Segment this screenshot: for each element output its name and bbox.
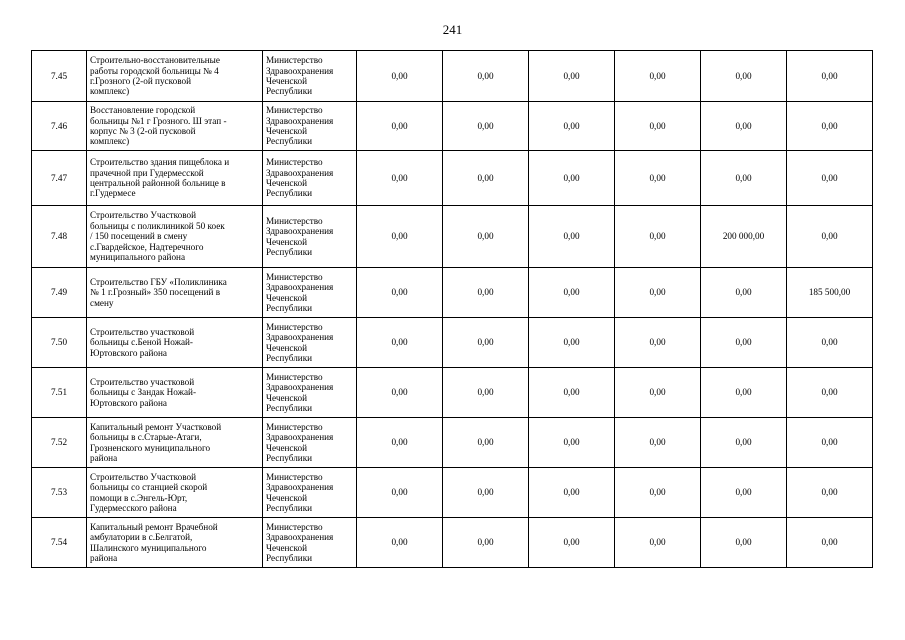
amount-cell: 0,00	[787, 468, 873, 518]
project-name-cell: Капитальный ремонт Участковой больницы в с.Старые-Атаги, Грозненского муниципального района	[87, 418, 263, 468]
amount-cell: 0,00	[443, 102, 529, 151]
amount-cell: 0,00	[615, 518, 701, 568]
amount-cell: 185 500,00	[787, 268, 873, 318]
project-name-cell: Строительство участковой больницы с.Беной Ножай- Юртовского района	[87, 318, 263, 368]
project-name-cell: Строительно-восстановительные работы городской больницы № 4 г.Грозного (2-ой пусковой комплекс)	[87, 51, 263, 102]
amount-cell: 0,00	[357, 318, 443, 368]
amount-cell: 0,00	[357, 468, 443, 518]
project-name-cell: Строительство ГБУ «Поликлиника № 1 г.Грозный» 350 посещений в смену	[87, 268, 263, 318]
amount-cell: 0,00	[615, 368, 701, 418]
amount-cell: 0,00	[701, 368, 787, 418]
table-row	[32, 468, 873, 518]
amount-cell: 0,00	[701, 318, 787, 368]
amount-cell: 0,00	[529, 151, 615, 206]
amount-cell: 0,00	[443, 468, 529, 518]
row-number-cell: 7.45	[32, 51, 87, 102]
amount-cell: 0,00	[615, 51, 701, 102]
row-number-cell: 7.47	[32, 151, 87, 206]
amount-cell: 0,00	[701, 51, 787, 102]
project-name-cell: Строительство Участковой больницы с поликлиникой 50 коек / 150 посещений в смену с.Гвардейское, Надтеречного муниципального района	[87, 206, 263, 268]
amount-cell: 0,00	[443, 318, 529, 368]
row-number-cell: 7.48	[32, 206, 87, 268]
amount-cell: 0,00	[787, 318, 873, 368]
amount-cell: 0,00	[615, 102, 701, 151]
amount-cell: 0,00	[443, 368, 529, 418]
amount-cell: 0,00	[615, 468, 701, 518]
amount-cell: 0,00	[357, 206, 443, 268]
organization-cell: Министерство Здравоохранения Чеченской Республики	[263, 51, 357, 102]
amount-cell: 0,00	[787, 151, 873, 206]
amount-cell: 0,00	[529, 102, 615, 151]
organization-cell: Министерство Здравоохранения Чеченской Республики	[263, 102, 357, 151]
table-row	[32, 518, 873, 568]
amount-cell: 0,00	[701, 518, 787, 568]
amount-cell: 0,00	[787, 51, 873, 102]
page-number: 241	[442, 22, 463, 37]
amount-cell: 0,00	[443, 51, 529, 102]
row-number-cell: 7.54	[32, 518, 87, 568]
amount-cell: 0,00	[615, 318, 701, 368]
amount-cell: 0,00	[529, 206, 615, 268]
amount-cell: 0,00	[443, 151, 529, 206]
organization-cell: Министерство Здравоохранения Чеченской Республики	[263, 268, 357, 318]
project-name-cell: Строительство Участковой больницы со станцией скорой помощи в с.Энгель-Юрт, Гудермесского района	[87, 468, 263, 518]
organization-cell: Министерство Здравоохранения Чеченской Республики	[263, 468, 357, 518]
amount-cell: 0,00	[701, 468, 787, 518]
amount-cell: 0,00	[443, 268, 529, 318]
amount-cell: 0,00	[701, 268, 787, 318]
amount-cell: 0,00	[357, 102, 443, 151]
row-number-cell: 7.46	[32, 102, 87, 151]
project-name-cell: Строительство здания пищеблока и прачечной при Гудермесской центральной районной больнице в г.Гудермесе	[87, 151, 263, 206]
amount-cell: 0,00	[443, 518, 529, 568]
amount-cell: 0,00	[529, 368, 615, 418]
amount-cell: 0,00	[615, 151, 701, 206]
budget-table	[31, 50, 873, 568]
row-number-cell: 7.52	[32, 418, 87, 468]
amount-cell: 0,00	[357, 368, 443, 418]
organization-cell: Министерство Здравоохранения Чеченской Республики	[263, 418, 357, 468]
project-name-cell: Капитальный ремонт Врачебной амбулатории в с.Белгатой, Шалинского муниципального района	[87, 518, 263, 568]
amount-cell: 0,00	[701, 418, 787, 468]
table-row	[32, 418, 873, 468]
table-row	[32, 268, 873, 318]
project-name-cell: Строительство участковой больницы с Зандак Ножай- Юртовского района	[87, 368, 263, 418]
organization-cell: Министерство Здравоохранения Чеченской Республики	[263, 368, 357, 418]
amount-cell: 0,00	[529, 518, 615, 568]
amount-cell: 0,00	[357, 518, 443, 568]
row-number-cell: 7.50	[32, 318, 87, 368]
amount-cell: 0,00	[529, 51, 615, 102]
amount-cell: 0,00	[529, 318, 615, 368]
amount-cell: 0,00	[443, 206, 529, 268]
amount-cell: 0,00	[787, 102, 873, 151]
amount-cell: 0,00	[701, 102, 787, 151]
amount-cell: 0,00	[787, 418, 873, 468]
organization-cell: Министерство Здравоохранения Чеченской Республики	[263, 318, 357, 368]
amount-cell: 0,00	[787, 206, 873, 268]
amount-cell: 0,00	[357, 268, 443, 318]
amount-cell: 0,00	[529, 268, 615, 318]
table-row	[32, 102, 873, 151]
row-number-cell: 7.53	[32, 468, 87, 518]
table-row	[32, 206, 873, 268]
amount-cell: 0,00	[615, 418, 701, 468]
amount-cell: 0,00	[529, 468, 615, 518]
table-row	[32, 318, 873, 368]
amount-cell: 0,00	[443, 418, 529, 468]
amount-cell: 0,00	[357, 51, 443, 102]
amount-cell: 0,00	[357, 151, 443, 206]
amount-cell: 0,00	[529, 418, 615, 468]
row-number-cell: 7.49	[32, 268, 87, 318]
table-row	[32, 368, 873, 418]
table-row	[32, 151, 873, 206]
amount-cell: 0,00	[787, 368, 873, 418]
amount-cell: 0,00	[615, 206, 701, 268]
amount-cell: 200 000,00	[701, 206, 787, 268]
project-name-cell: Восстановление городской больницы №1 г Грозного. Ш этап - корпус № 3 (2-ой пусковой комплекс)	[87, 102, 263, 151]
organization-cell: Министерство Здравоохранения Чеченской Республики	[263, 206, 357, 268]
amount-cell: 0,00	[787, 518, 873, 568]
row-number-cell: 7.51	[32, 368, 87, 418]
amount-cell: 0,00	[615, 268, 701, 318]
organization-cell: Министерство Здравоохранения Чеченской Республики	[263, 151, 357, 206]
organization-cell: Министерство Здравоохранения Чеченской Республики	[263, 518, 357, 568]
amount-cell: 0,00	[357, 418, 443, 468]
amount-cell: 0,00	[701, 151, 787, 206]
table-row	[32, 51, 873, 102]
